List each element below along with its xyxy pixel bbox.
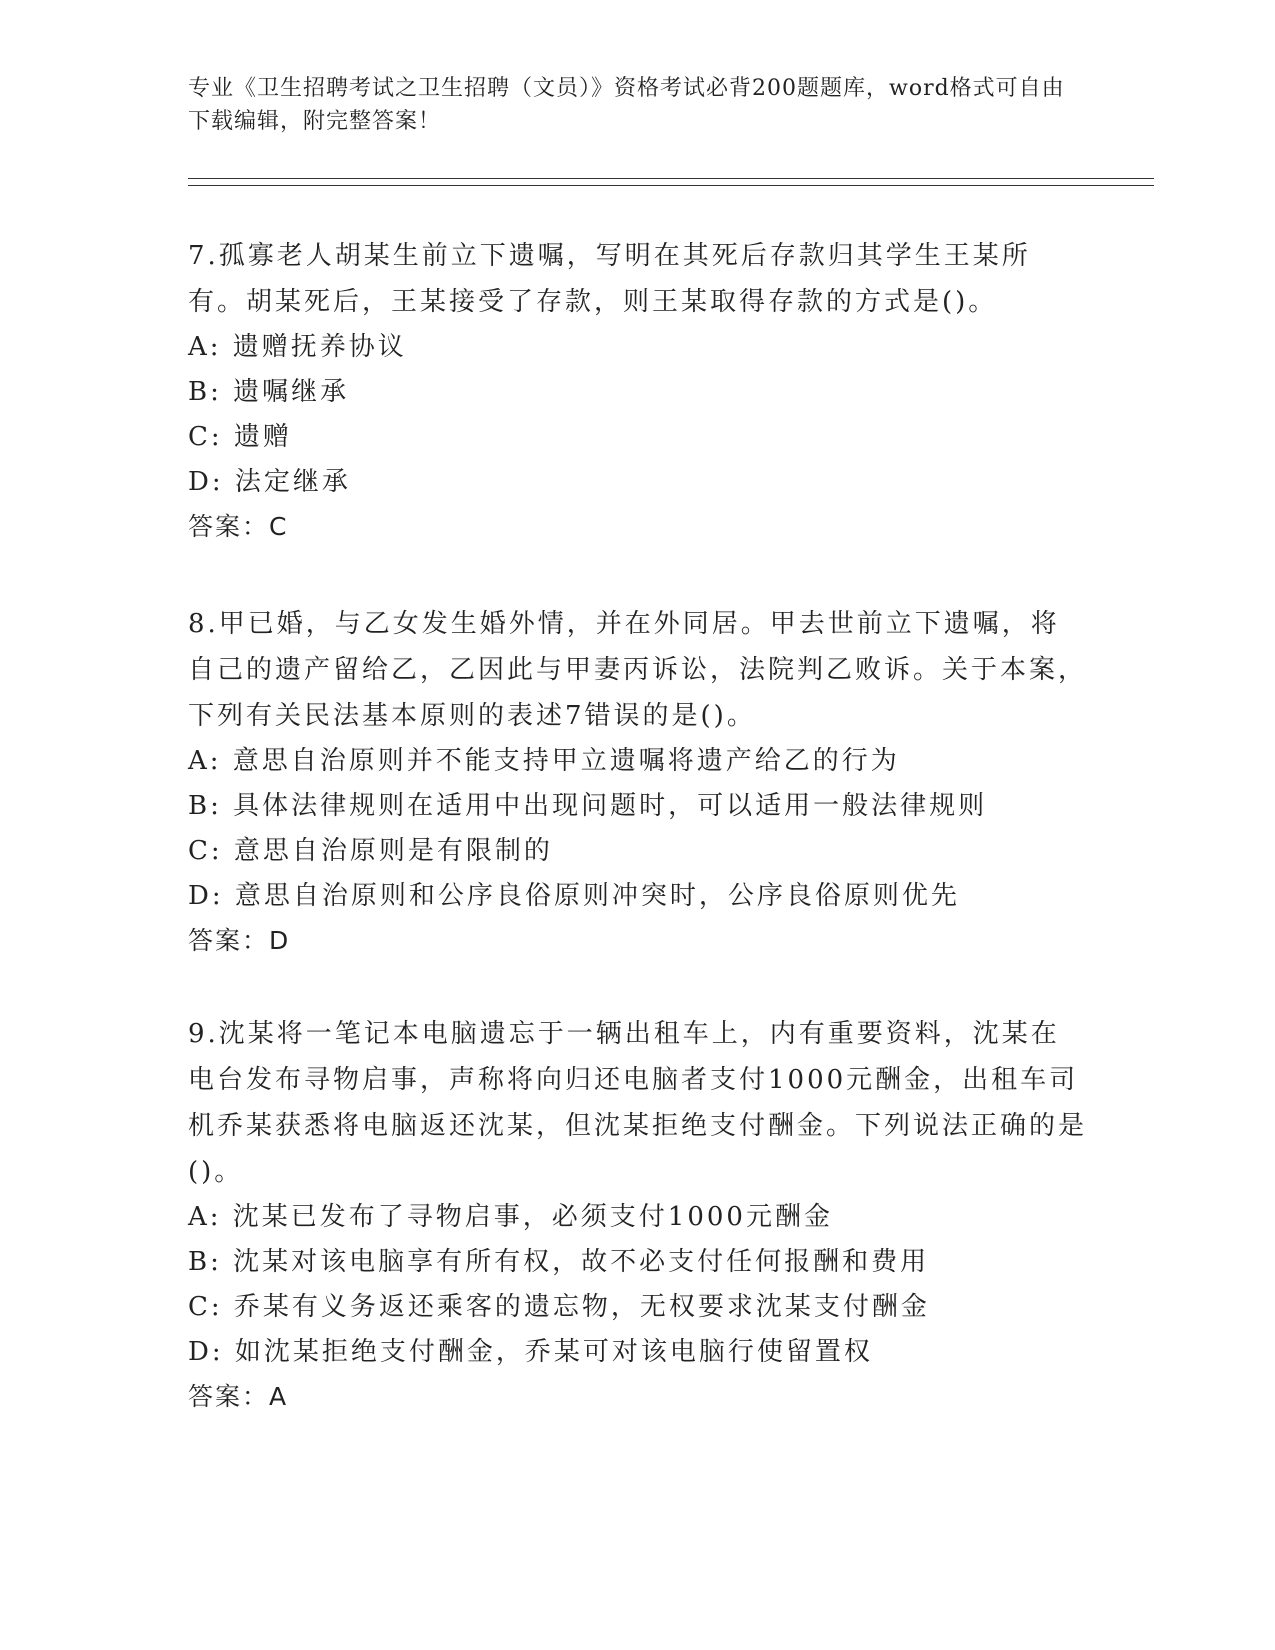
question-stem: 7.孤寡老人胡某生前立下遗嘱，写明在其死后存款归其学生王某所有。胡某死后，王某接受了存款，则王某取得存款的方式是()。 xyxy=(188,241,1031,317)
question-stem: 8.甲已婚，与乙女发生婚外情，并在外同居。甲去世前立下遗嘱，将自己的遗产留给乙，乙因此与甲妻丙诉讼，法院判乙败诉。关于本案，下列有关民法基本原则的表述7错误的是()。 xyxy=(188,609,1088,731)
answer-line: 答案：A xyxy=(188,1382,289,1411)
option-d: D: 法定继承 xyxy=(188,467,351,497)
option-b: B: 遗嘱继承 xyxy=(188,377,350,407)
option-c: C: 意思自治原则是有限制的 xyxy=(188,836,553,866)
document-header: 专业《卫生招聘考试之卫生招聘（文员）》资格考试必背200题题库，word格式可自由下载编辑，附完整答案！ xyxy=(188,76,1065,134)
question-8 xyxy=(188,601,1088,963)
question-9 xyxy=(188,1011,1088,1419)
option-c: C: 乔某有义务返还乘客的遗忘物，无权要求沈某支付酬金 xyxy=(188,1292,930,1322)
option-d: D: 如沈某拒绝支付酬金，乔某可对该电脑行使留置权 xyxy=(188,1337,873,1367)
question-7 xyxy=(188,233,1088,549)
option-b: B: 具体法律规则在适用中出现问题时，可以适用一般法律规则 xyxy=(188,791,988,821)
header-double-rule xyxy=(188,178,1154,186)
option-a: A: 沈某已发布了寻物启事，必须支付1000元酬金 xyxy=(188,1202,833,1232)
answer-line: 答案：C xyxy=(188,512,289,541)
option-c: C: 遗赠 xyxy=(188,422,292,452)
option-a: A: 遗赠抚养协议 xyxy=(188,332,407,362)
option-b: B: 沈某对该电脑享有所有权，故不必支付任何报酬和费用 xyxy=(188,1247,930,1277)
option-a: A: 意思自治原则并不能支持甲立遗嘱将遗产给乙的行为 xyxy=(188,746,900,776)
answer-line: 答案：D xyxy=(188,926,291,955)
option-d: D: 意思自治原则和公序良俗原则冲突时，公序良俗原则优先 xyxy=(188,881,960,911)
question-stem: 9.沈某将一笔记本电脑遗忘于一辆出租车上，内有重要资料，沈某在电台发布寻物启事，声称将向归还电脑者支付1000元酬金，出租车司机乔某获悉将电脑返还沈某，但沈某拒绝支付酬金。下列说法正确的是()。 xyxy=(188,1019,1088,1187)
